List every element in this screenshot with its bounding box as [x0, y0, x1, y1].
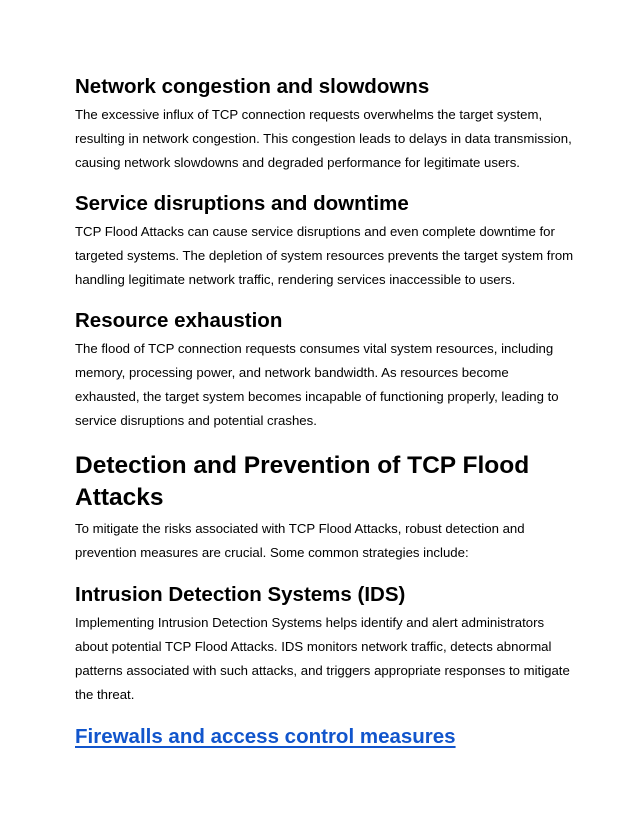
section-service-disruptions: [75, 191, 575, 292]
firewalls-heading-link[interactable]: Firewalls and access control measures: [75, 725, 456, 748]
section-network-congestion: [75, 74, 575, 175]
section-resource-exhaustion: [75, 308, 575, 433]
section-firewalls: [75, 724, 575, 750]
section-paragraph: Implementing Intrusion Detection Systems helps identify and alert administrators about potential TCP Flood Attacks. IDS monitors network traffic, detects abnormal patterns associated with such attacks, and triggers appropriate responses to mitigate the threat.: [75, 615, 570, 702]
section-paragraph: TCP Flood Attacks can cause service disruptions and even complete downtime for targeted systems. The depletion of system resources prevents the target system from handling legitimate network traffic, rendering services inaccessible to users.: [75, 224, 574, 287]
section-paragraph: The flood of TCP connection requests consumes vital system resources, including memory, processing power, and network bandwidth. As resources become exhausted, the target system becomes incapable of functioning properly, leading to service disruptions and potential crashes.: [75, 341, 559, 428]
main-heading: Detection and Prevention of TCP Flood Attacks: [75, 452, 530, 511]
section-paragraph: To mitigate the risks associated with TCP Flood Attacks, robust detection and prevention measures are crucial. Some common strategies include:: [75, 521, 525, 560]
section-heading: Intrusion Detection Systems (IDS): [75, 583, 406, 606]
section-paragraph: The excessive influx of TCP connection requests overwhelms the target system, resulting in network congestion. This congestion leads to delays in data transmission, causing network slowdowns and degraded performance for legitimate users.: [75, 107, 572, 170]
section-intrusion-detection: [75, 582, 575, 707]
section-heading: [75, 724, 575, 750]
section-detection-prevention: [75, 450, 575, 565]
section-heading: Service disruptions and downtime: [75, 192, 409, 215]
document-page: [75, 74, 575, 750]
section-heading: Resource exhaustion: [75, 309, 283, 332]
section-heading: Network congestion and slowdowns: [75, 75, 430, 98]
